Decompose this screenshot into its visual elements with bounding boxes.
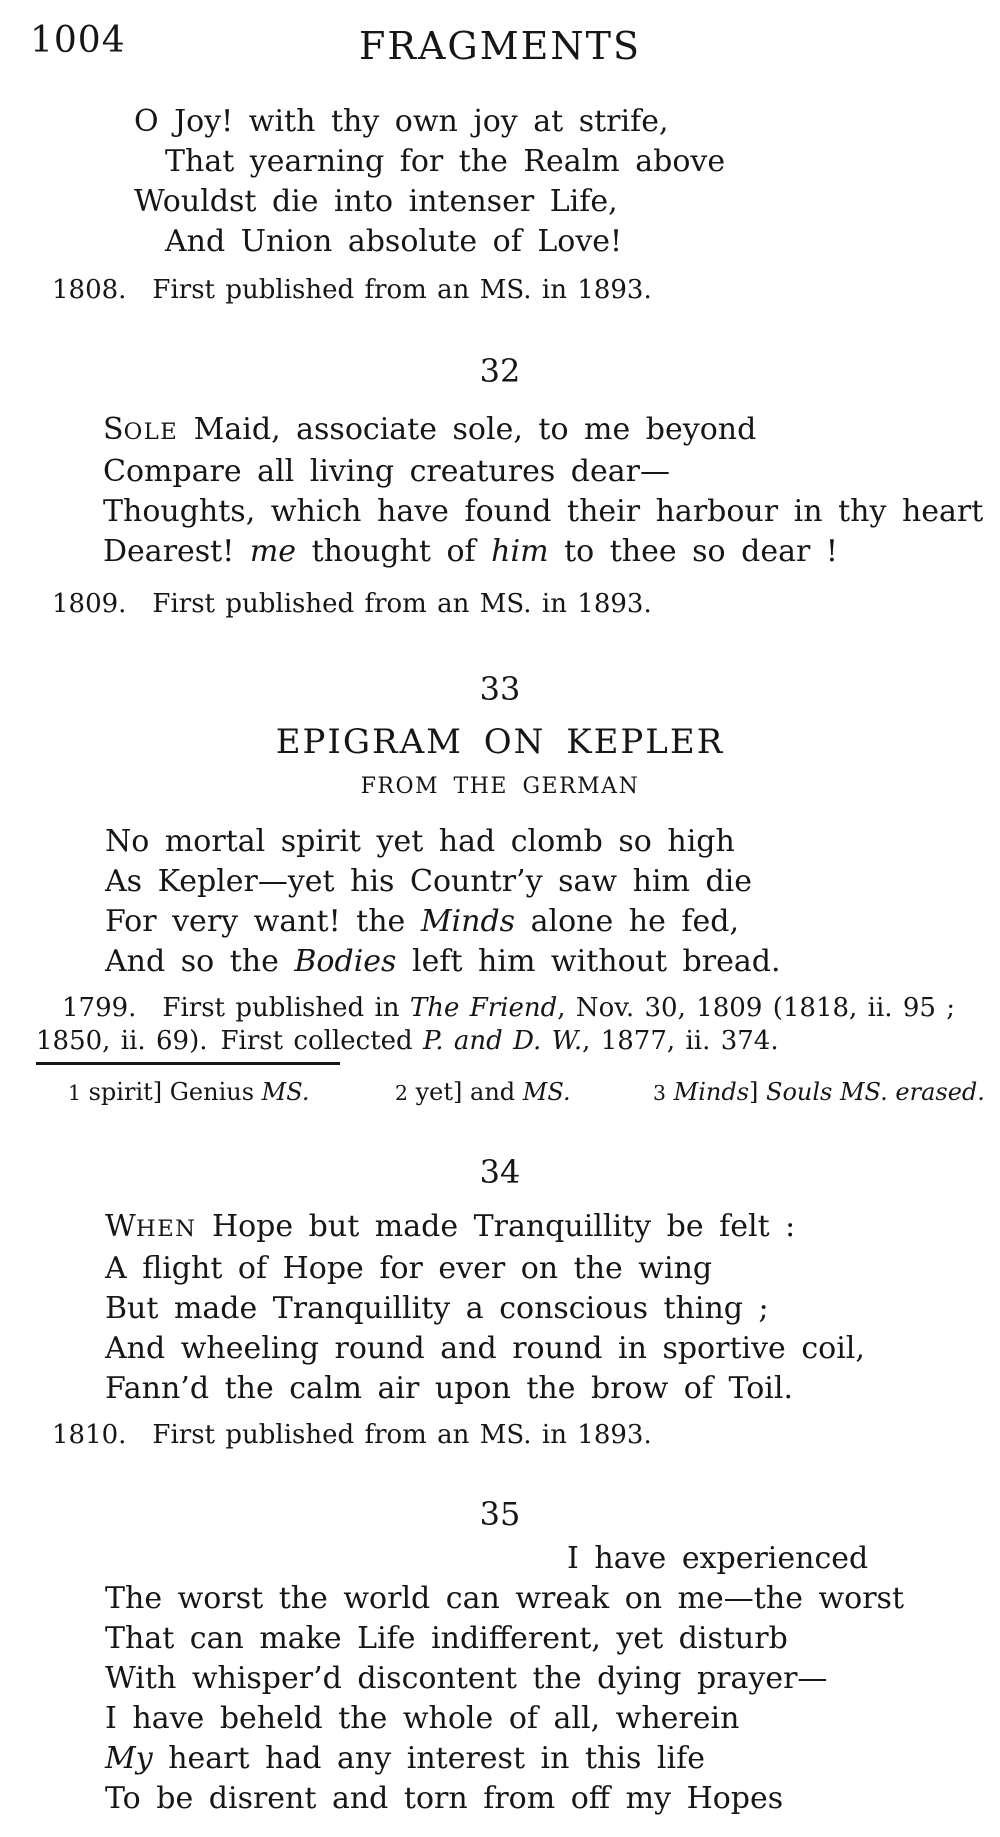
- text-segment: ]: [749, 1078, 767, 1106]
- text-segment: alone he fed,: [515, 904, 739, 939]
- section-number: 35: [479, 1495, 521, 1533]
- page-header: [0, 0, 1000, 66]
- poem-line: [105, 1779, 1000, 1819]
- poem-line: [105, 1207, 1000, 1249]
- poem-line: [165, 222, 1000, 262]
- text-segment: [666, 1078, 674, 1106]
- poem-stanza: [103, 410, 1000, 572]
- poem-stanza: [105, 1539, 1000, 1819]
- text-segment: him: [491, 534, 549, 569]
- apparatus-footnotes: [0, 1077, 1000, 1111]
- poem-section-32: [0, 352, 1000, 620]
- text-segment: 1808. First published from an MS. in 1893.: [52, 275, 652, 305]
- section-number: 34: [479, 1153, 521, 1191]
- poem-line: [105, 902, 1000, 942]
- text-segment: Minds: [673, 1078, 750, 1106]
- text-segment: yet] and: [407, 1078, 523, 1106]
- text-segment: The Friend: [409, 993, 558, 1023]
- text-segment: 3: [653, 1081, 666, 1105]
- text-segment: Wouldst die into intenser Life,: [134, 184, 618, 219]
- poem-line: [103, 410, 1000, 452]
- text-segment: Bodies: [294, 944, 397, 979]
- poem-line: [105, 1579, 1000, 1619]
- text-segment: Fann’d the calm air upon the brow of Toil.: [105, 1371, 793, 1406]
- footnote-entry: [395, 1077, 571, 1108]
- poem-subtitle: FROM THE GERMAN: [360, 774, 640, 799]
- poem-section-33: [0, 670, 1000, 1111]
- text-segment: HEN: [135, 1216, 197, 1242]
- poem-section-31: [0, 102, 1000, 306]
- publication-note: [52, 1419, 1000, 1451]
- text-segment: P. and D. W.: [423, 1026, 583, 1056]
- section-number: 33: [479, 670, 521, 708]
- poem-line: [105, 822, 1000, 862]
- text-segment: Minds: [420, 904, 516, 939]
- text-segment: left him without bread.: [396, 944, 781, 979]
- poem-line: [165, 142, 1000, 182]
- poem-line: [105, 1659, 1000, 1699]
- poem-line: [105, 942, 1000, 982]
- poem-section-35: [0, 1495, 1000, 1819]
- text-segment: 1810. First published from an MS. in 1893.: [52, 1420, 652, 1450]
- text-segment: me: [249, 534, 297, 569]
- text-segment: MS.: [261, 1078, 310, 1106]
- text-segment: OLE: [123, 419, 179, 445]
- text-segment: And so the: [105, 944, 295, 979]
- poem-line: [105, 1329, 1000, 1369]
- text-segment: heart had any interest in this life: [152, 1741, 705, 1776]
- poem-stanza: [105, 1207, 1000, 1409]
- text-segment: 1: [68, 1081, 81, 1105]
- poem-line: [105, 1249, 1000, 1289]
- text-segment: 1799. First published in: [62, 993, 410, 1023]
- text-segment: For very want! the: [105, 904, 421, 939]
- text-segment: , Nov. 30, 1809 (1818, ii. 95 ; 1850, ii. 69). First collected: [36, 993, 956, 1056]
- running-title: FRAGMENTS: [358, 24, 642, 68]
- text-segment: That yearning for the Realm above: [165, 144, 726, 179]
- text-segment: thought of: [296, 534, 492, 569]
- poem-line: [567, 1539, 1000, 1579]
- text-segment: But made Tranquillity a conscious thing ;: [105, 1291, 769, 1326]
- text-segment: W: [105, 1209, 136, 1244]
- text-segment: The worst the world can wreak on me—the worst: [105, 1581, 905, 1616]
- text-segment: MS.: [522, 1078, 571, 1106]
- publication-note: [36, 992, 978, 1058]
- poem-line: [105, 1739, 1000, 1779]
- text-segment: Compare all living creatures dear—: [103, 454, 670, 489]
- poem-line: [103, 452, 1000, 492]
- text-segment: I have experienced: [567, 1541, 869, 1576]
- poem-line: [105, 1289, 1000, 1329]
- text-segment: To be disrent and torn from off my Hopes: [105, 1781, 784, 1816]
- text-segment: 1809. First published from an MS. in 1893.: [52, 589, 652, 619]
- text-segment: And wheeling round and round in sportive coil,: [105, 1331, 865, 1366]
- text-segment: to thee so dear !: [548, 534, 838, 569]
- footnote-rule: [36, 1062, 340, 1065]
- poem-line: [105, 1369, 1000, 1409]
- text-segment: I have beheld the whole of all, wherein: [105, 1701, 740, 1736]
- text-segment: Souls MS. erased.: [766, 1078, 985, 1106]
- page-number: 1004: [30, 20, 126, 61]
- text-segment: A flight of Hope for ever on the wing: [105, 1251, 713, 1286]
- poem-title: EPIGRAM ON KEPLER: [275, 722, 725, 762]
- poem-line: [134, 102, 1000, 142]
- text-segment: My: [105, 1741, 153, 1776]
- footnote-entry: [653, 1077, 985, 1108]
- section-number: 32: [479, 352, 521, 390]
- text-segment: , 1877, ii. 374.: [582, 1026, 779, 1056]
- text-segment: Dearest!: [103, 534, 250, 569]
- text-segment: spirit] Genius: [80, 1078, 262, 1106]
- text-segment: S: [103, 412, 124, 447]
- text-segment: Thoughts, which have found their harbour in thy heart: [103, 494, 984, 529]
- text-segment: O Joy! with thy own joy at strife,: [134, 104, 669, 139]
- footnote-entry: [68, 1077, 309, 1108]
- publication-note: [52, 274, 1000, 306]
- poem-line: [103, 532, 1000, 572]
- text-segment: As Kepler—yet his Countr’y saw him die: [105, 864, 753, 899]
- poem-line: [134, 182, 1000, 222]
- poem-stanza: [105, 822, 1000, 982]
- text-segment: 2: [395, 1081, 408, 1105]
- publication-note: [52, 588, 1000, 620]
- text-segment: With whisper’d discontent the dying prayer—: [105, 1661, 828, 1696]
- text-segment: And Union absolute of Love!: [165, 224, 623, 259]
- text-segment: Maid, associate sole, to me beyond: [178, 412, 757, 447]
- text-segment: Hope but made Tranquillity be felt :: [196, 1209, 796, 1244]
- poem-line: [105, 1619, 1000, 1659]
- poem-section-34: [0, 1153, 1000, 1451]
- poem-stanza: [134, 102, 1000, 262]
- text-segment: That can make Life indifferent, yet disturb: [105, 1621, 788, 1656]
- poem-line: [105, 862, 1000, 902]
- poem-line: [105, 1699, 1000, 1739]
- poem-line: [103, 492, 1000, 532]
- text-segment: No mortal spirit yet had clomb so high: [105, 824, 735, 859]
